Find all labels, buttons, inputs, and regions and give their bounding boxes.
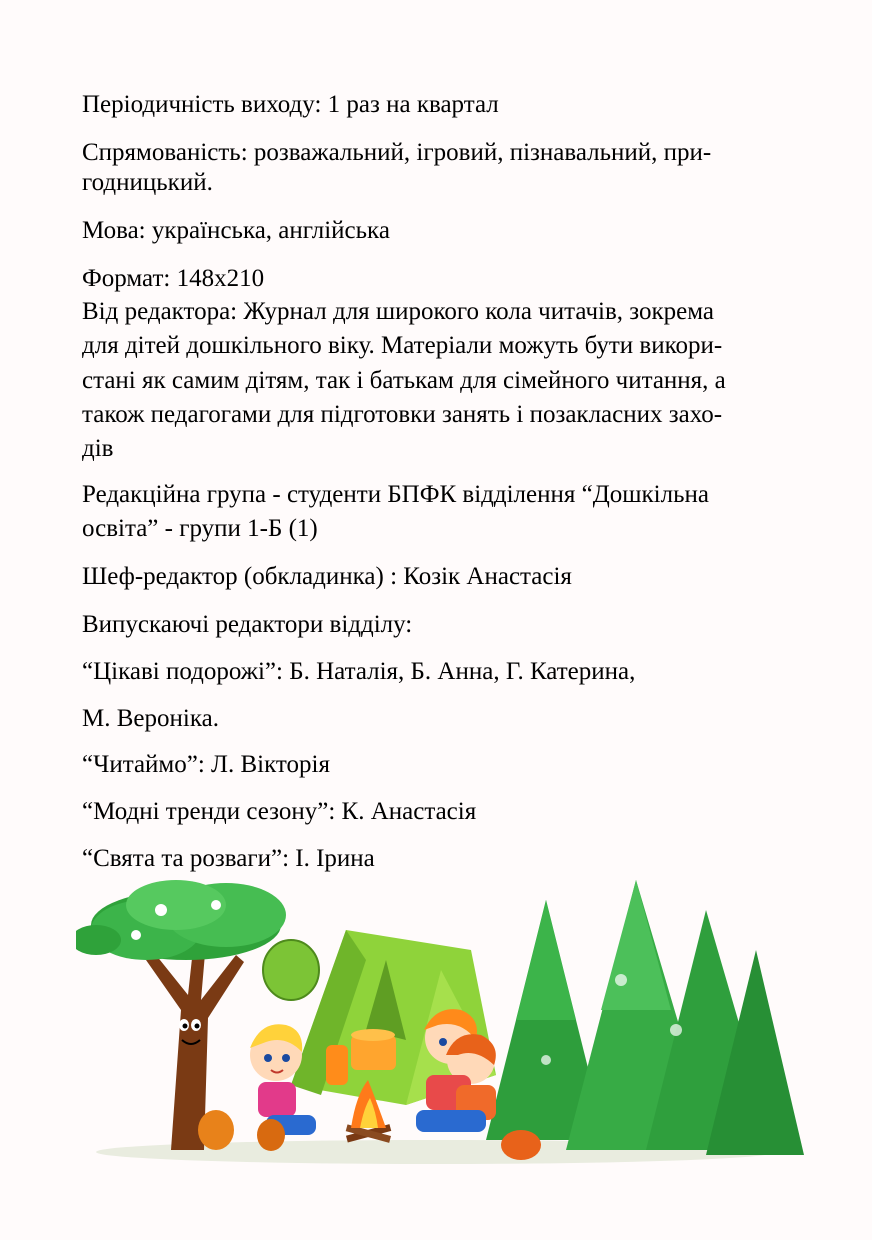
text-line: для дітей дошкільного віку. Матеріали можуть бути викори-: [82, 332, 723, 359]
text-line: Формат: 148х210: [82, 265, 265, 292]
text-line: також педагогами для підготовки занять і позакласних захо-: [82, 401, 723, 428]
text-line: М. Вероніка.: [82, 705, 219, 732]
text-line: годницький.: [82, 169, 213, 196]
text-line: “Цікаві подорожі”: Б. Наталія, Б. Анна, Г. Катерина,: [82, 658, 636, 685]
text-line: Мова: українська, англійська: [82, 217, 390, 244]
text-line: освіта” - групи 1-Б (1): [82, 515, 318, 542]
text-line: Випускаючі редактори відділу:: [82, 611, 413, 638]
text-line: “Читаймо”: Л. Вікторія: [82, 751, 330, 778]
deciduous-tree: [76, 880, 286, 1150]
text-line: Редакційна група - студенти БПФК відділення “Дошкільна: [82, 481, 709, 508]
text-line: Спрямованість: розважальний, ігровий, пізнавальний, при-: [82, 139, 712, 166]
camping-illustration: [76, 860, 806, 1170]
text-line: “Свята та розваги”: І. Ірина: [82, 845, 375, 872]
text-line: Періодичність виходу: 1 раз на квартал: [82, 91, 499, 118]
text-line: Від редактора: Журнал для широкого кола читачів, зокрема: [82, 298, 714, 325]
text-line: стані як самим дітям, так і батькам для сімейного читання, а: [82, 367, 726, 394]
text-line: Шеф-редактор (обкладинка) : Козік Анастасія: [82, 563, 572, 590]
fir-trees: [486, 880, 804, 1155]
text-line: “Модні тренди сезону”: К. Анастасія: [82, 798, 477, 825]
text-line: дів: [82, 435, 114, 462]
